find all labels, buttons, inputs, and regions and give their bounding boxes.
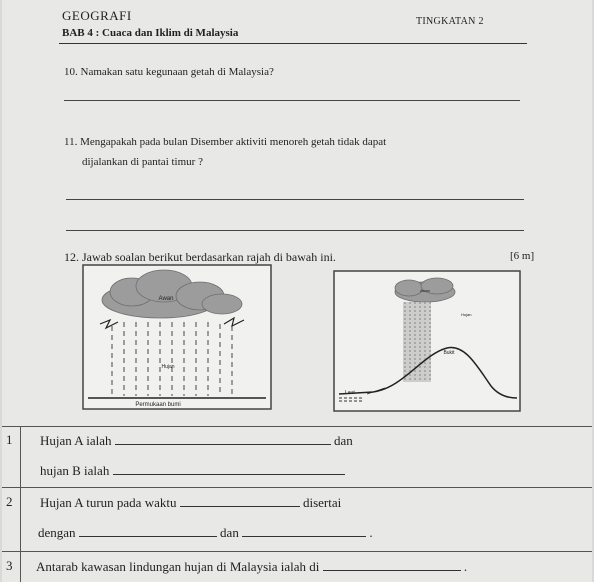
row-2-line2-mid: dan (220, 525, 239, 540)
row-3-blank-a[interactable] (323, 558, 461, 571)
row-2-blank-c[interactable] (242, 524, 366, 537)
figure-a-diagram (82, 264, 272, 410)
row-1-line2-text: hujan B ialah (40, 463, 110, 478)
row-1-line1 (40, 432, 353, 449)
row-3-line1 (36, 558, 467, 575)
row-3-line1-text: Antarab kawasan lindungan hujan di Malaysia ialah di (36, 559, 320, 574)
row-2-blank-b[interactable] (79, 524, 217, 537)
row-2-line1-text: Hujan A turun pada waktu (40, 495, 177, 510)
row-1-line1-text: Hujan A ialah (40, 433, 112, 448)
row-3-number: 3 (6, 558, 13, 573)
row-1-blank-a[interactable] (115, 432, 331, 445)
form-level: TINGKATAN 2 (416, 16, 484, 27)
row-2-line2-text: dengan (38, 525, 76, 540)
question-10: 10. Namakan satu kegunaan getah di Malaysia? (64, 66, 274, 78)
row-3-line1-end: . (463, 559, 468, 574)
row-2-line2 (38, 524, 373, 541)
figure-b-cloud-label: Awan (420, 288, 430, 293)
row-2-line2-end: . (369, 525, 373, 540)
answer-line-q11-2[interactable] (66, 230, 524, 231)
figure-b-hill-label: Bukit (443, 350, 455, 356)
figure-b-diagram (333, 270, 521, 412)
table-number-divider (20, 426, 21, 582)
answer-line-q11-1[interactable] (66, 199, 524, 200)
row-1-number: 1 (6, 432, 13, 447)
figure-b-sea-label: Laut (345, 390, 355, 396)
row-2-line1 (40, 494, 341, 511)
question-11-line2: dijalankan di pantai timur ? (82, 156, 203, 168)
subject-title: GEOGRAFI (62, 8, 132, 23)
row-2-number: 2 (6, 494, 13, 509)
worksheet-page (2, 0, 592, 582)
chapter-title: BAB 4 : Cuaca dan Iklim di Malaysia (62, 27, 239, 39)
question-12: 12. Jawab soalan berikut berdasarkan rajah di bawah ini. (64, 250, 336, 264)
row-1-blank-b[interactable] (113, 462, 345, 475)
answer-line-q10[interactable] (64, 100, 520, 101)
figure-a-cloud-label: Awan (158, 296, 174, 302)
question-12-marks: [6 m] (510, 250, 535, 262)
row-1-line2 (40, 462, 345, 479)
row-2-blank-a[interactable] (180, 494, 300, 507)
figure-b-rain-label: Hujan (461, 312, 472, 317)
figure-a-ground-label: Permukaan bumi (135, 402, 181, 408)
figure-a-rain-label: Hujan (161, 364, 175, 370)
question-11-line1: 11. Mengapakah pada bulan Disember aktiviti menoreh getah tidak dapat (64, 136, 387, 148)
row-2-line1-post: disertai (302, 495, 342, 510)
header-divider (59, 43, 527, 44)
row-1-line1-post: dan (334, 433, 353, 448)
